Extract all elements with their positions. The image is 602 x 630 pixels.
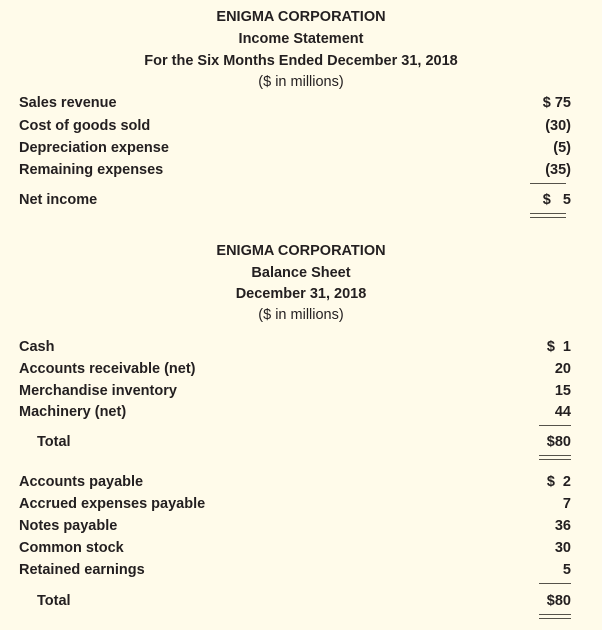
- row-label: Cash: [19, 339, 55, 355]
- assets-total-label: Total: [37, 434, 71, 450]
- row-label: Accrued expenses payable: [19, 496, 206, 512]
- row-label: Common stock: [19, 540, 124, 556]
- liabilities-total-label: Total: [37, 593, 71, 609]
- row-amount: $ 1: [546, 339, 571, 355]
- income-statement-units: ($ in millions): [258, 74, 344, 90]
- row-amount: 20: [554, 361, 571, 377]
- double-rule-bottom: [539, 618, 571, 619]
- row-label: Merchandise inventory: [19, 383, 177, 399]
- row-amount: $ 2: [546, 474, 571, 490]
- net-income-label: Net income: [19, 192, 98, 208]
- income-statement-title: Income Statement: [238, 31, 364, 47]
- subtotal-rule: [530, 183, 566, 184]
- row-amount: (5): [553, 140, 571, 156]
- row-label: Sales revenue: [19, 95, 117, 111]
- assets-total-amount: $80: [546, 434, 571, 450]
- double-rule-bottom: [530, 217, 566, 218]
- row-label: Accounts payable: [19, 474, 144, 490]
- row-amount: 36: [554, 518, 571, 534]
- subtotal-rule: [539, 425, 571, 426]
- row-label: Notes payable: [19, 518, 118, 534]
- row-amount: $ 75: [542, 95, 571, 111]
- double-rule-top: [530, 213, 566, 214]
- row-amount: 15: [554, 383, 571, 399]
- row-label: Depreciation expense: [19, 140, 169, 156]
- row-label: Machinery (net): [19, 404, 127, 420]
- row-amount: 44: [554, 404, 571, 420]
- row-label: Remaining expenses: [19, 162, 164, 178]
- row-amount: 5: [562, 562, 571, 578]
- balance-sheet-company: ENIGMA CORPORATION: [216, 243, 386, 259]
- liabilities-total-amount: $80: [546, 593, 571, 609]
- balance-sheet-title: Balance Sheet: [251, 265, 351, 281]
- row-amount: (35): [545, 162, 571, 178]
- balance-sheet-units: ($ in millions): [258, 307, 344, 323]
- double-rule-top: [539, 614, 571, 615]
- row-amount: 30: [554, 540, 571, 556]
- double-rule-top: [539, 455, 571, 456]
- net-income-amount: $ 5: [542, 192, 571, 208]
- row-amount: (30): [545, 118, 571, 134]
- income-statement-company: ENIGMA CORPORATION: [216, 9, 386, 25]
- row-label: Retained earnings: [19, 562, 145, 578]
- double-rule-bottom: [539, 459, 571, 460]
- row-label: Cost of goods sold: [19, 118, 151, 134]
- income-statement-period: For the Six Months Ended December 31, 2018: [144, 53, 458, 69]
- row-label: Accounts receivable (net): [19, 361, 196, 377]
- subtotal-rule: [539, 583, 571, 584]
- row-amount: 7: [562, 496, 571, 512]
- balance-sheet-date: December 31, 2018: [235, 286, 367, 302]
